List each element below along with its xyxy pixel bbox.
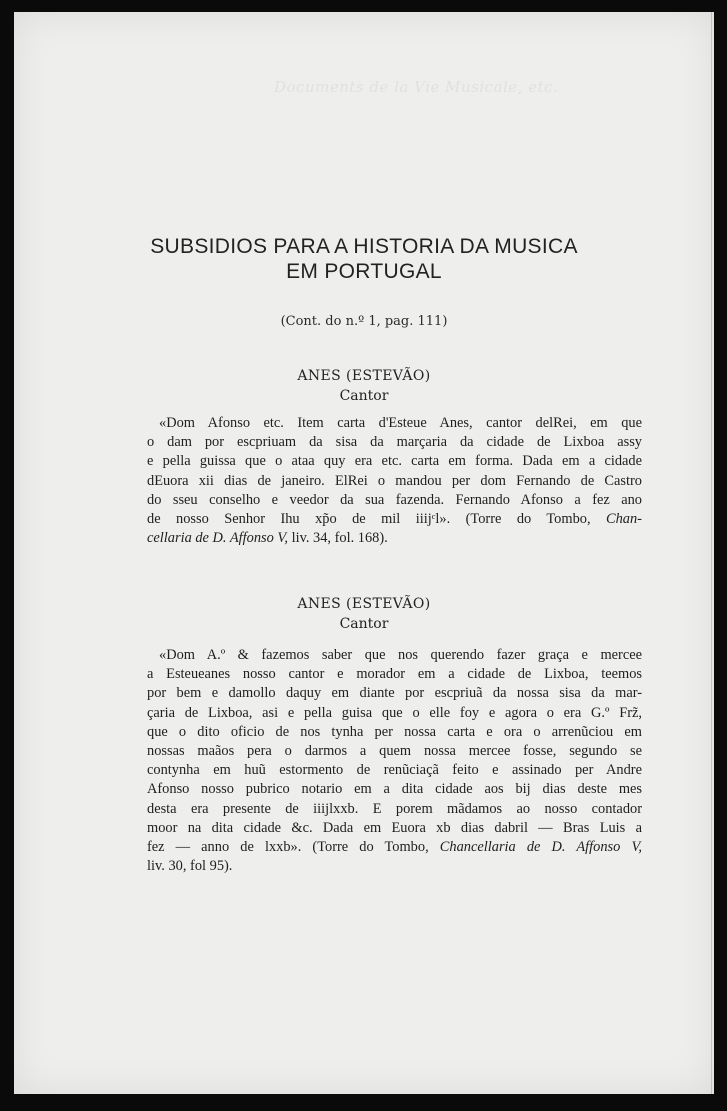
bleed-through-header: Documents de la Vie Musicale, etc. bbox=[274, 78, 559, 96]
entry2-line: desta era presente de iiijlxxb. E porem mãdamos ao nosso contador bbox=[147, 800, 642, 817]
title-line-2: EM PORTUGAL bbox=[286, 260, 442, 283]
entry1-heading bbox=[14, 366, 714, 406]
entry2-source-title: Chancellaria de D. Affonso V, bbox=[439, 839, 642, 856]
entry1-line: o dam por escpriuam da sisa da marçaria da cidade de Lixboa assy bbox=[147, 434, 642, 451]
entry1-paragraph bbox=[147, 414, 642, 548]
document-page bbox=[14, 12, 714, 1094]
entry1-line-7: cellaria de D. Affonso V, liv. 34, fol. 168). bbox=[147, 530, 388, 547]
entry2-line: que o dito oficio de nos tynha per nossa carta e ora o arrenũciou em bbox=[147, 723, 642, 740]
entry1-line: e pella guissa que o ataa quy era etc. carta em forma. Dada em a cidade bbox=[147, 453, 642, 470]
entry2-paragraph bbox=[147, 646, 642, 876]
entry2-role: Cantor bbox=[339, 616, 389, 632]
entry1-line-6: de nosso Senhor Ihu xp̃o de mil iiijᶜl». (Torre do Tombo, Chan- bbox=[147, 511, 642, 528]
entry1-name: ANES (ESTEVÃO) bbox=[297, 368, 431, 384]
page-title bbox=[14, 234, 714, 284]
entry1-line: dEuora xii dias de janeiro. ElRei o mandou per dom Fernando de Castro bbox=[147, 472, 642, 489]
entry2-line: a Esteueanes nosso cantor e morador em a cidade de Lixboa, teemos bbox=[147, 666, 642, 683]
entry2-heading bbox=[14, 594, 714, 634]
entry2-line-11: fez — anno de lxxb». (Torre do Tombo, Chancellaria de D. Affonso V, bbox=[147, 839, 642, 856]
entry2-line: por bem e damollo daquy em diante por escpriuã da nossa sisa da mar- bbox=[147, 685, 642, 702]
entry2-line: Afonso nosso pubrico notario em a dita cidade aos bij dias deste mes bbox=[147, 781, 642, 798]
page-edge-line bbox=[711, 12, 712, 1094]
entry2-line-12: liv. 30, fol 95). bbox=[147, 858, 233, 875]
entry1-role: Cantor bbox=[339, 388, 389, 404]
continuation-note: (Cont. do n.º 1, pag. 111) bbox=[280, 314, 448, 329]
entry1-line: «Dom Afonso etc. Item carta d'Esteue Anes, cantor delRei, em que bbox=[159, 415, 642, 431]
title-line-1: SUBSIDIOS PARA A HISTORIA DA MUSICA bbox=[150, 235, 578, 258]
entry1-italic-fragment: Chan- bbox=[606, 511, 642, 528]
entry2-name: ANES (ESTEVÃO) bbox=[297, 596, 431, 612]
entry1-source-title: cellaria de D. Affonso V, bbox=[147, 530, 288, 547]
entry1-line: do sseu conselho e veedor da sua fazenda. Fernando Afonso a fez ano bbox=[147, 491, 642, 508]
entry2-line: contynha em huũ estormento de renũciaçã feito e assinado per Andre bbox=[147, 762, 642, 779]
entry2-line: nossas maãos pera o darmos a quem nossa mercee fosse, segundo se bbox=[147, 743, 642, 760]
entry2-line: «Dom A.º & fazemos saber que nos querendo fazer graça e mercee bbox=[159, 647, 642, 663]
entry2-line: çaria de Lixboa, asi e pella guisa que o elle foy e agora o era G.º Frz̃, bbox=[147, 704, 642, 721]
entry2-line: moor na dita cidade &c. Dada em Euora xb dias dabril — Bras Luis a bbox=[147, 819, 642, 836]
